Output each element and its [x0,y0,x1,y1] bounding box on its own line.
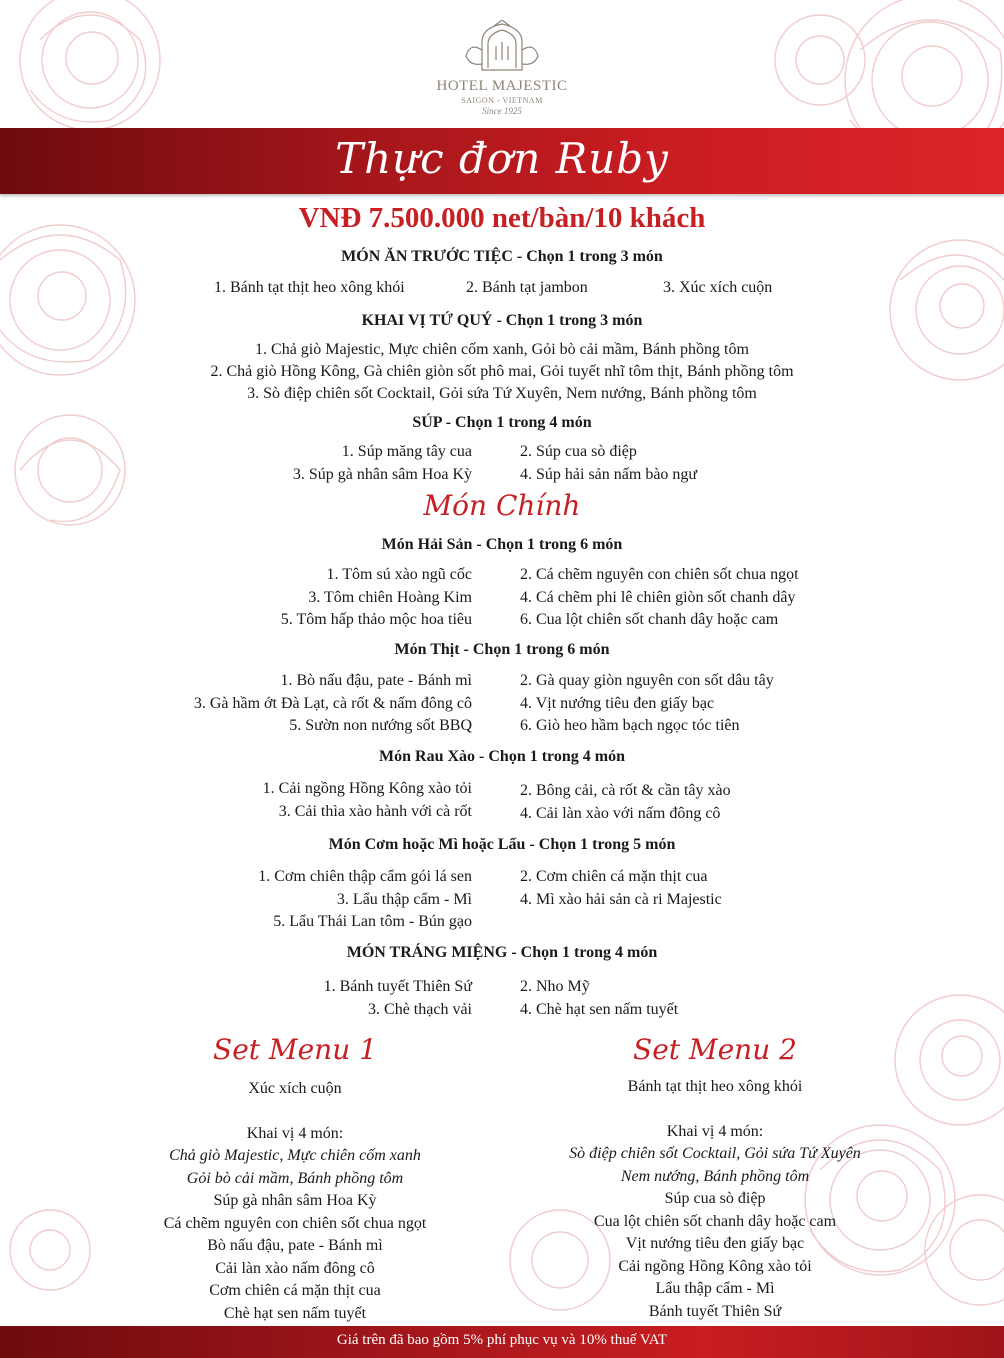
set-menu-1-title: Set Menu 1 [213,1033,377,1066]
appetizer-item-3: 3. Xúc xích cuộn [663,279,773,296]
dessert-item-2: 2. Nho Mỹ [520,978,590,995]
set1-starter-1: Chả giò Majestic, Mực chiên cốm xanh [169,1147,421,1164]
footer-note: Giá trên đã bao gồm 5% phí phục vụ và 10% thuế VAT [336,1332,668,1348]
appetizer-title [0,248,1004,266]
veg-title-rule: - Chọn 1 trong 4 món [475,748,625,765]
starter-item-3: 3. Sò điệp chiên sốt Cocktail, Gỏi sứa Tứ Xuyên, Nem nướng, Bánh phồng tôm [247,385,757,402]
appetizer-title-main: MÓN ĂN TRƯỚC TIỆC [341,248,513,265]
set1-item: Bò nấu đậu, pate - Bánh mì [207,1237,383,1254]
hotel-location: SAIGON - VIETNAM [461,96,543,105]
meat-item-1: 1. Bò nấu đậu, pate - Bánh mì [280,672,472,689]
set2-item: Lẩu thập cẩm - Mì [655,1280,775,1297]
soup-item-1: 1. Súp măng tây cua [341,443,472,460]
seafood-item-2: 2. Cá chẽm nguyên con chiên sốt chua ngọt [520,566,799,583]
set1-item: Cải làn xào nấm đông cô [215,1259,375,1277]
crest-icon [452,20,552,78]
meat-title [0,641,1004,659]
veg-item-4: 4. Cải làn xào với nấm đông cô [520,804,721,822]
set2-item: Cua lột chiên sốt chanh dây hoặc cam [593,1212,837,1230]
set1-item: Cơm chiên cá mặn thịt cua [209,1282,381,1299]
title-banner [0,128,1004,194]
set2-starter-1: Sò điệp chiên sốt Cocktail, Gỏi sứa Tứ Xuyên [569,1145,861,1162]
rice-item-1: 1. Cơm chiên thập cẩm gói lá sen [258,868,472,885]
seafood-item-6: 6. Cua lột chiên sốt chanh dây hoặc cam [520,611,779,628]
rice-right-col [520,866,722,911]
set2-khai-vi: Khai vị 4 món: [666,1122,764,1140]
meat-item-3: 3. Gà hầm ớt Đà Lạt, cà rốt & nấm đông cô [193,694,472,712]
veg-item-3: 3. Cải thìa xào hành với cà rốt [278,802,472,820]
set1-item: Súp gà nhân sâm Hoa Kỳ [213,1192,377,1209]
meat-item-6: 6. Giò heo hầm bạch ngọc tóc tiên [520,717,740,734]
hotel-name: HOTEL MAJESTIC [436,78,568,94]
starter-item-1: 1. Chả giò Majestic, Mực chiên cốm xanh, Gỏi bò cải mầm, Bánh phồng tôm [255,341,749,358]
meat-right-col [520,670,774,738]
dessert-title [0,944,1004,962]
dessert-item-4: 4. Chè hạt sen nấm tuyết [520,1000,679,1018]
meat-item-5: 5. Sườn non nướng sốt BBQ [289,717,472,734]
appetizer-item-2: 2. Bánh tạt jambon [466,279,588,296]
meat-title-rule: - Chọn 1 trong 6 món [459,641,610,658]
appetizer-item-1: 1. Bánh tạt thịt heo xông khói [214,279,405,296]
meat-item-4: 4. Vịt nướng tiêu đen giấy bạc [520,694,715,712]
seafood-left-col [281,564,472,632]
veg-left-col [263,778,472,823]
veg-title [0,748,1004,766]
hotel-since: Since 1925 [482,106,522,116]
veg-item-2: 2. Bông cải, cà rốt & cần tây xào [520,782,731,799]
soup-right-col [520,441,697,486]
veg-title-main: Món Rau Xào [379,748,476,765]
rice-title [0,836,1004,854]
set-menu-2-title: Set Menu 2 [633,1033,797,1066]
seafood-title [0,536,1004,554]
appetizer-title-rule: - Chọn 1 trong 3 món [512,248,663,265]
starter-title-main: KHAI VỊ TỨ QUÝ [361,312,493,329]
set2-starter-2: Nem nướng, Bánh phồng tôm [620,1167,810,1185]
meat-item-2: 2. Gà quay giòn nguyên con sốt dâu tây [520,672,774,689]
meat-left-col [194,670,472,738]
price-line: VNĐ 7.500.000 net/bàn/10 khách [298,202,706,234]
soup-title [0,414,1004,432]
set1-starter-2: Gỏi bò cải mầm, Bánh phồng tôm [186,1169,404,1187]
seafood-item-4: 4. Cá chẽm phi lê chiên giòn sốt chanh dây [520,588,796,606]
set2-item: Vịt nướng tiêu đen giấy bạc [625,1235,805,1252]
set2-first: Bánh tạt thịt heo xông khói [627,1078,803,1095]
dessert-item-3: 3. Chè thạch vải [368,1000,472,1018]
soup-title-main: SÚP [412,414,442,431]
starter-title [0,312,1004,330]
seafood-item-5: 5. Tôm hấp thảo mộc hoa tiêu [280,611,472,628]
soup-item-4: 4. Súp hải sản nấm bào ngư [520,465,698,483]
soup-item-2: 2. Súp cua sò điệp [520,443,637,460]
seafood-right-col [520,564,799,632]
seafood-title-rule: - Chọn 1 trong 6 món [472,536,623,553]
set2-item: Bánh tuyết Thiên Sứ [648,1302,782,1320]
seafood-item-1: 1. Tôm sú xào ngũ cốc [326,566,472,583]
meat-title-main: Món Thịt [394,641,460,658]
rice-title-main: Món Cơm hoặc Mì hoặc Lẩu [328,836,526,853]
hotel-logo [0,20,1004,116]
starter-title-rule: - Chọn 1 trong 3 món [492,312,643,329]
rice-item-5: 5. Lẩu Thái Lan tôm - Bún gạo [273,913,472,930]
rice-title-rule: - Chọn 1 trong 5 món [525,836,676,853]
set1-khai-vi: Khai vị 4 món: [246,1124,344,1142]
dessert-item-1: 1. Bánh tuyết Thiên Sứ [323,978,472,995]
veg-item-1: 1. Cải ngồng Hồng Kông xào tỏi [262,780,472,797]
soup-title-rule: - Chọn 1 trong 4 món [441,414,592,431]
starter-item-2: 2. Chả giò Hồng Kông, Gà chiên giòn sốt phô mai, Gỏi tuyết nhĩ tôm thịt, Bánh phồng tôm [210,363,794,380]
rice-left-col [258,866,472,934]
set2-item: Cải ngồng Hồng Kông xào tỏi [618,1257,812,1275]
set2-item: Súp cua sò điệp [664,1190,766,1207]
rice-item-4: 4. Mì xào hải sản cà ri Majestic [520,890,722,908]
rice-item-3: 3. Lẩu thập cẩm - Mì [336,890,472,908]
set1-first: Xúc xích cuộn [248,1080,342,1097]
set1-item: Chè hạt sen nấm tuyết [223,1304,367,1322]
set-menu-2 [525,1076,905,1323]
footer-bar [0,1326,1004,1358]
main-course-heading: Món Chính [423,489,581,522]
veg-right-col [520,780,731,825]
menu-title: Thực đơn Ruby [335,134,669,183]
soup-item-3: 3. Súp gà nhân sâm Hoa Kỳ [292,465,472,483]
seafood-item-3: 3. Tôm chiên Hoàng Kim [308,588,472,606]
seafood-title-main: Món Hải Sản [381,536,473,553]
set-menu-1 [105,1078,485,1325]
dessert-title-rule: - Chọn 1 trong 4 món [507,944,658,961]
soup-left-col [293,441,472,486]
rice-item-2: 2. Cơm chiên cá mặn thịt cua [520,868,708,885]
set1-item: Cá chẽm nguyên con chiên sốt chua ngọt [163,1214,427,1232]
dessert-title-main: MÓN TRÁNG MIỆNG [346,944,508,961]
dessert-left-col [324,976,472,1021]
dessert-right-col [520,976,678,1021]
